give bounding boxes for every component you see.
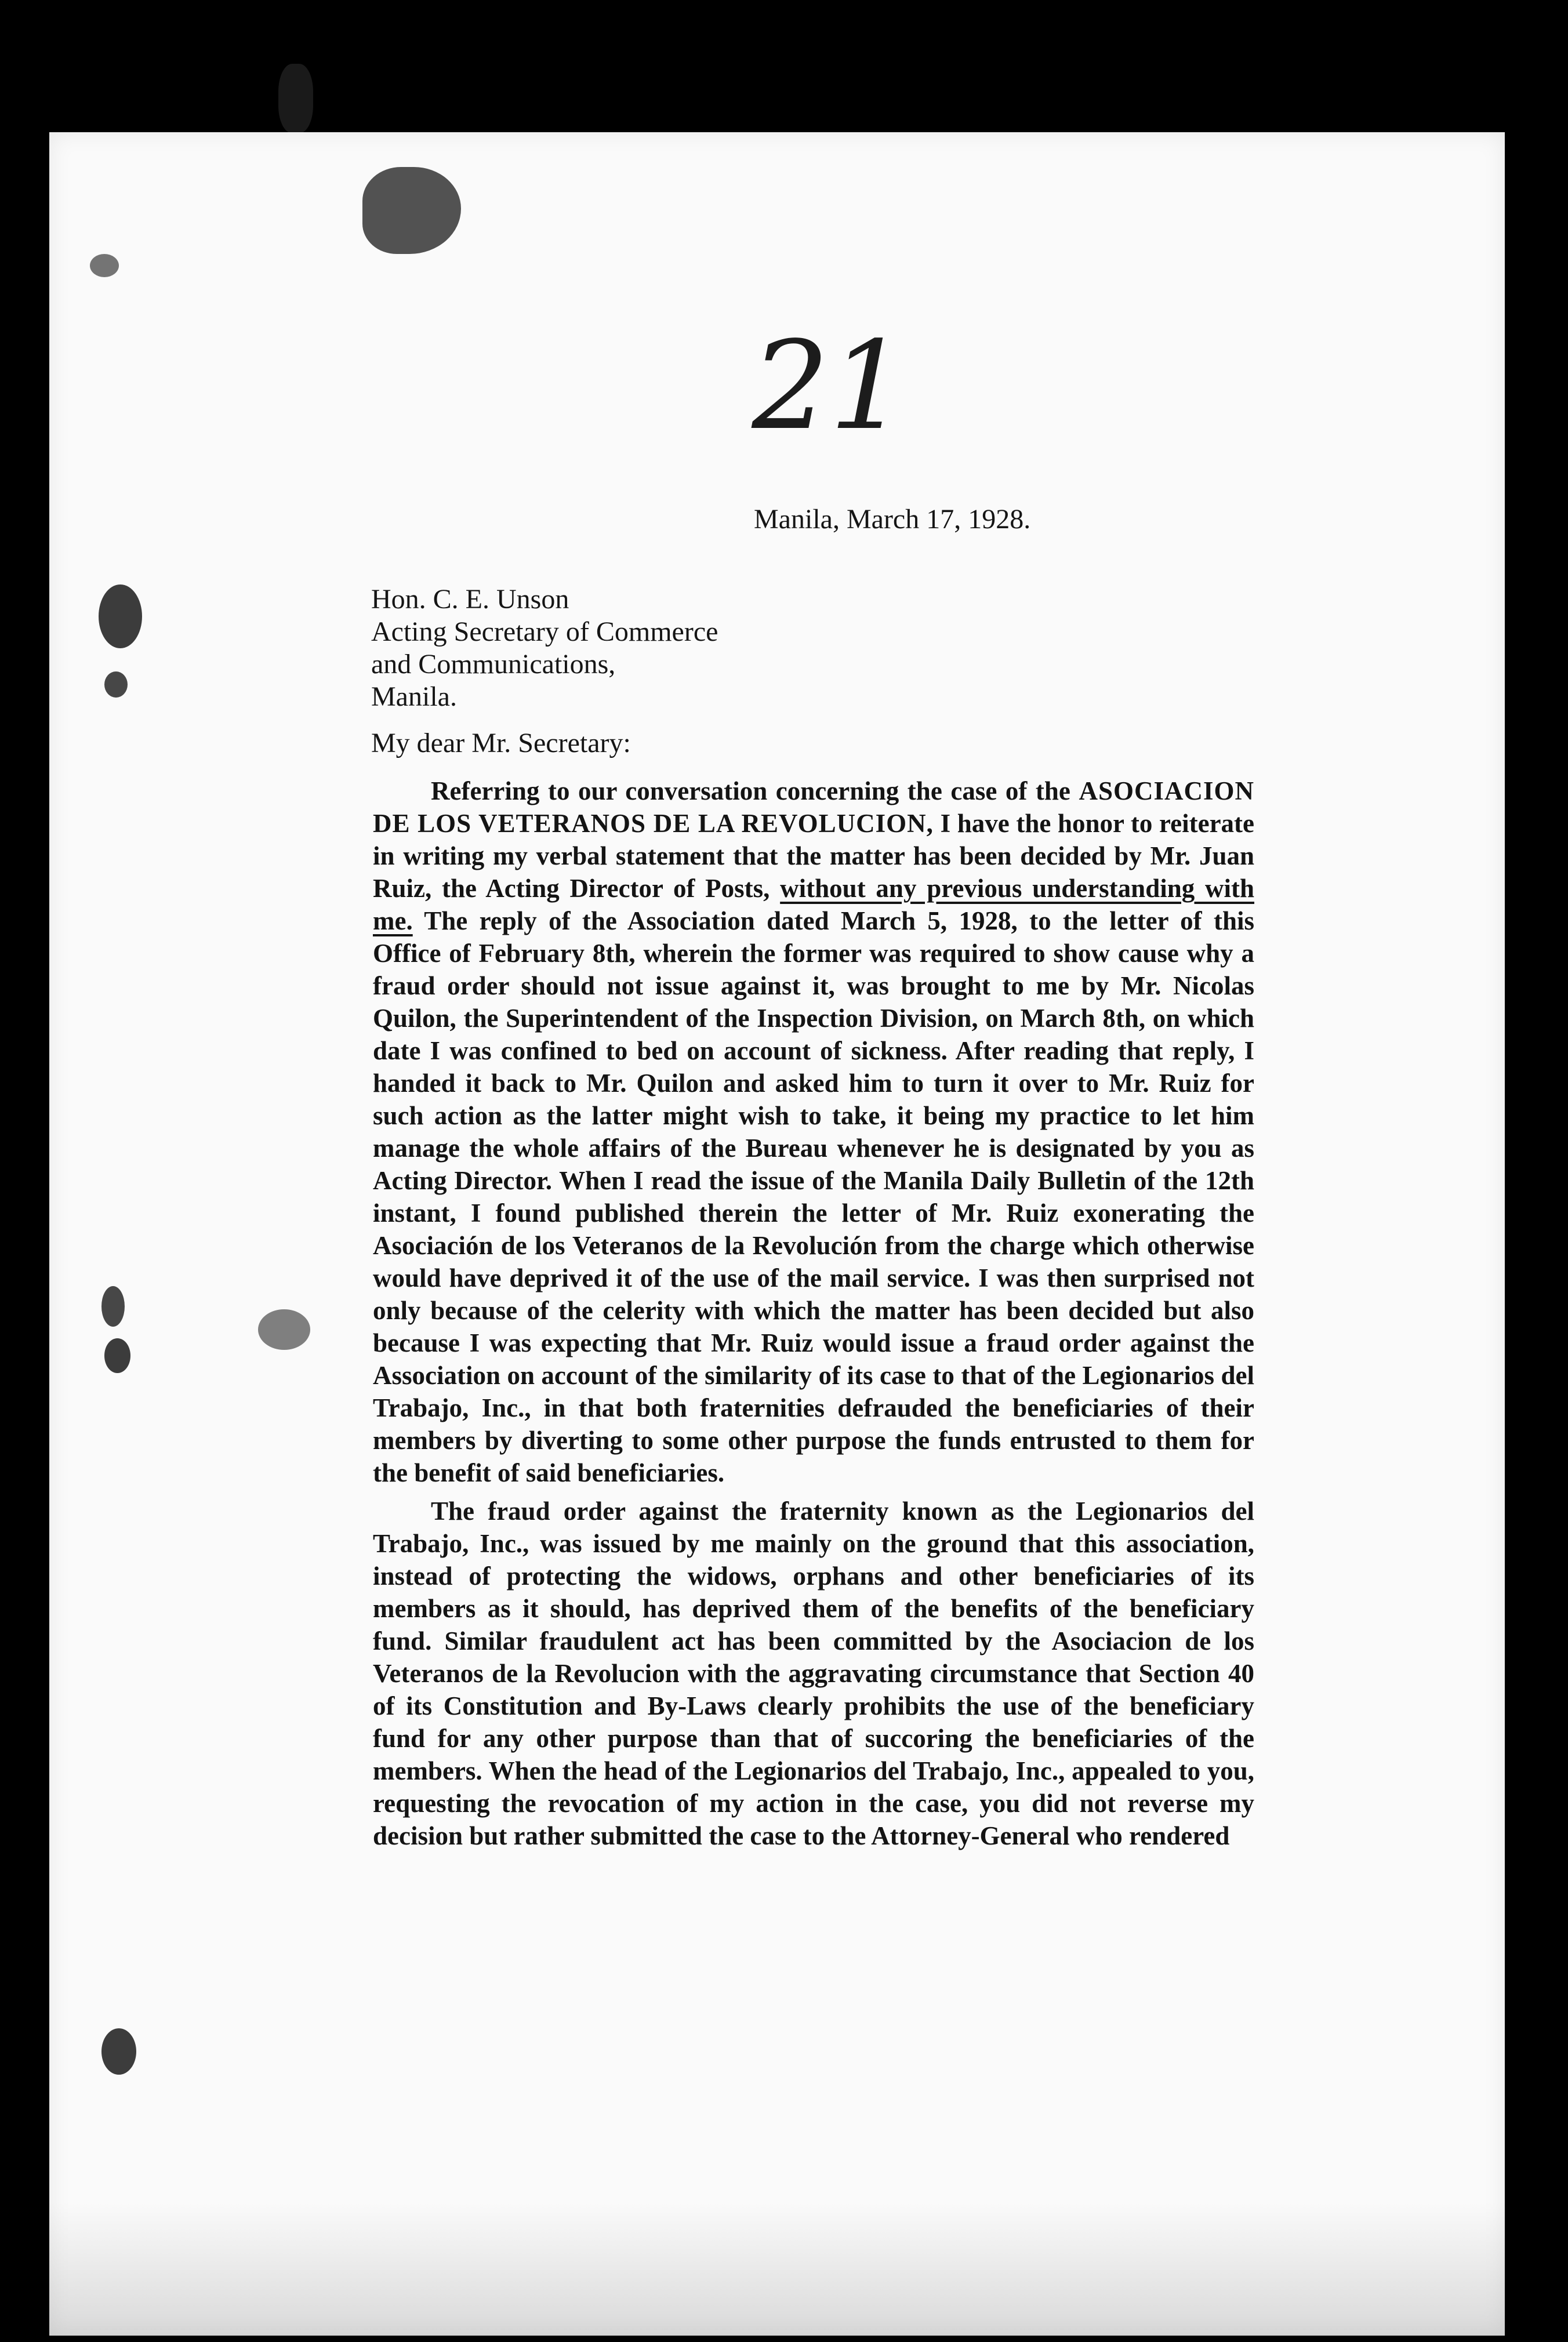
recipient-title: Acting Secretary of Commerce (371, 616, 718, 647)
paragraph-1-intro: Referring to our conversation concerning the case of the (431, 776, 1070, 805)
ink-smudge (99, 584, 142, 648)
document-page (49, 132, 1505, 2336)
paragraph-2: The fraud order against the fraternity known as the Legionarios del Trabajo, Inc., was issued by me mainly on the ground that this association, instead of protecting the widows, orphans and other beneficiaries of its members as it should, has deprived them of the benefits of the beneficiary fund. Similar fraudulent act has been committed by the Asociacion de los Veteranos de la Revolucion with the aggravating circumstance that Section 40 of its Constitution and By-Laws clearly prohibits the use of the beneficiary fund for any other purpose than that of succoring the beneficiaries of the members. When the head of the Legionarios del Trabajo, Inc., appealed to you, requesting the revocation of my action in the case, you did not reverse my decision but rather submitted the case to the Attorney-General who rendered (373, 1497, 1254, 1850)
handwritten-page-number (752, 315, 907, 457)
paragraph-1-part2: I have the honor to reiterate in writing my verbal statement that the matter has been decided by Mr. Juan Ruiz, the Acting Director of Posts, (373, 809, 1254, 903)
recipient-title-cont: and Communications, (371, 649, 616, 680)
letter-date: Manila, March 17, 1928. (754, 504, 1031, 535)
svg-text:21: 21 (752, 315, 907, 457)
recipient-city: Manila. (371, 681, 457, 712)
paragraph-1-part3: The reply of the Association dated March 5, 1928, to the letter of this Office of February 8th, wherein the former was required to show cause why a fraud order should not issue against it, was brought to me by Mr. Nicolas Quilon, the Superintendent of the Inspection Division, on March 8th, on which date I was confined to bed on account of sickness. After reading that reply, I handed it back to Mr. Quilon and asked him to turn it over to Mr. Ruiz for such action as the latter might wish to take, it being my practice to let him manage the whole affairs of the Bureau whenever he is designated by you as Acting Director. When I read the issue of the Manila Daily Bulletin of the 12th instant, I found published therein the letter of Mr. Ruiz exonerating the Asociación de los Veteranos de la Revolución from the charge which otherwise would have deprived it of the use of the mail service. I was then surprised not only because of the celerity with which the matter has been decided but also because I was expecting that Mr. Ruiz would issue a fraud order against the Association on account of the similarity of its case to that of the Legionarios del Trabajo, Inc., in that both fraternities defrauded the beneficiaries of their members by diverting to some other purpose the funds entrusted to them for the benefit of said beneficiaries. (373, 906, 1255, 1487)
paragraph-1 (373, 775, 1254, 1489)
ink-smudge (90, 254, 119, 277)
ink-smudge (101, 2028, 136, 2075)
ink-smudge (104, 671, 128, 698)
recipient-name: Hon. C. E. Unson (371, 584, 569, 615)
scan-smudge (278, 64, 313, 133)
recipient-address (371, 583, 718, 713)
ink-smudge (258, 1309, 310, 1350)
ink-smudge (362, 167, 461, 254)
salutation: My dear Mr. Secretary: (371, 728, 631, 758)
letter-body (373, 775, 1254, 1858)
underlined-phrase: without any previous understanding with me. (373, 874, 1255, 935)
ink-smudge (101, 1286, 125, 1327)
ink-smudge (104, 1338, 130, 1373)
organization-name: ASOCIACION DE LOS VETERANOS DE LA REVOLUCION, (373, 776, 1254, 838)
